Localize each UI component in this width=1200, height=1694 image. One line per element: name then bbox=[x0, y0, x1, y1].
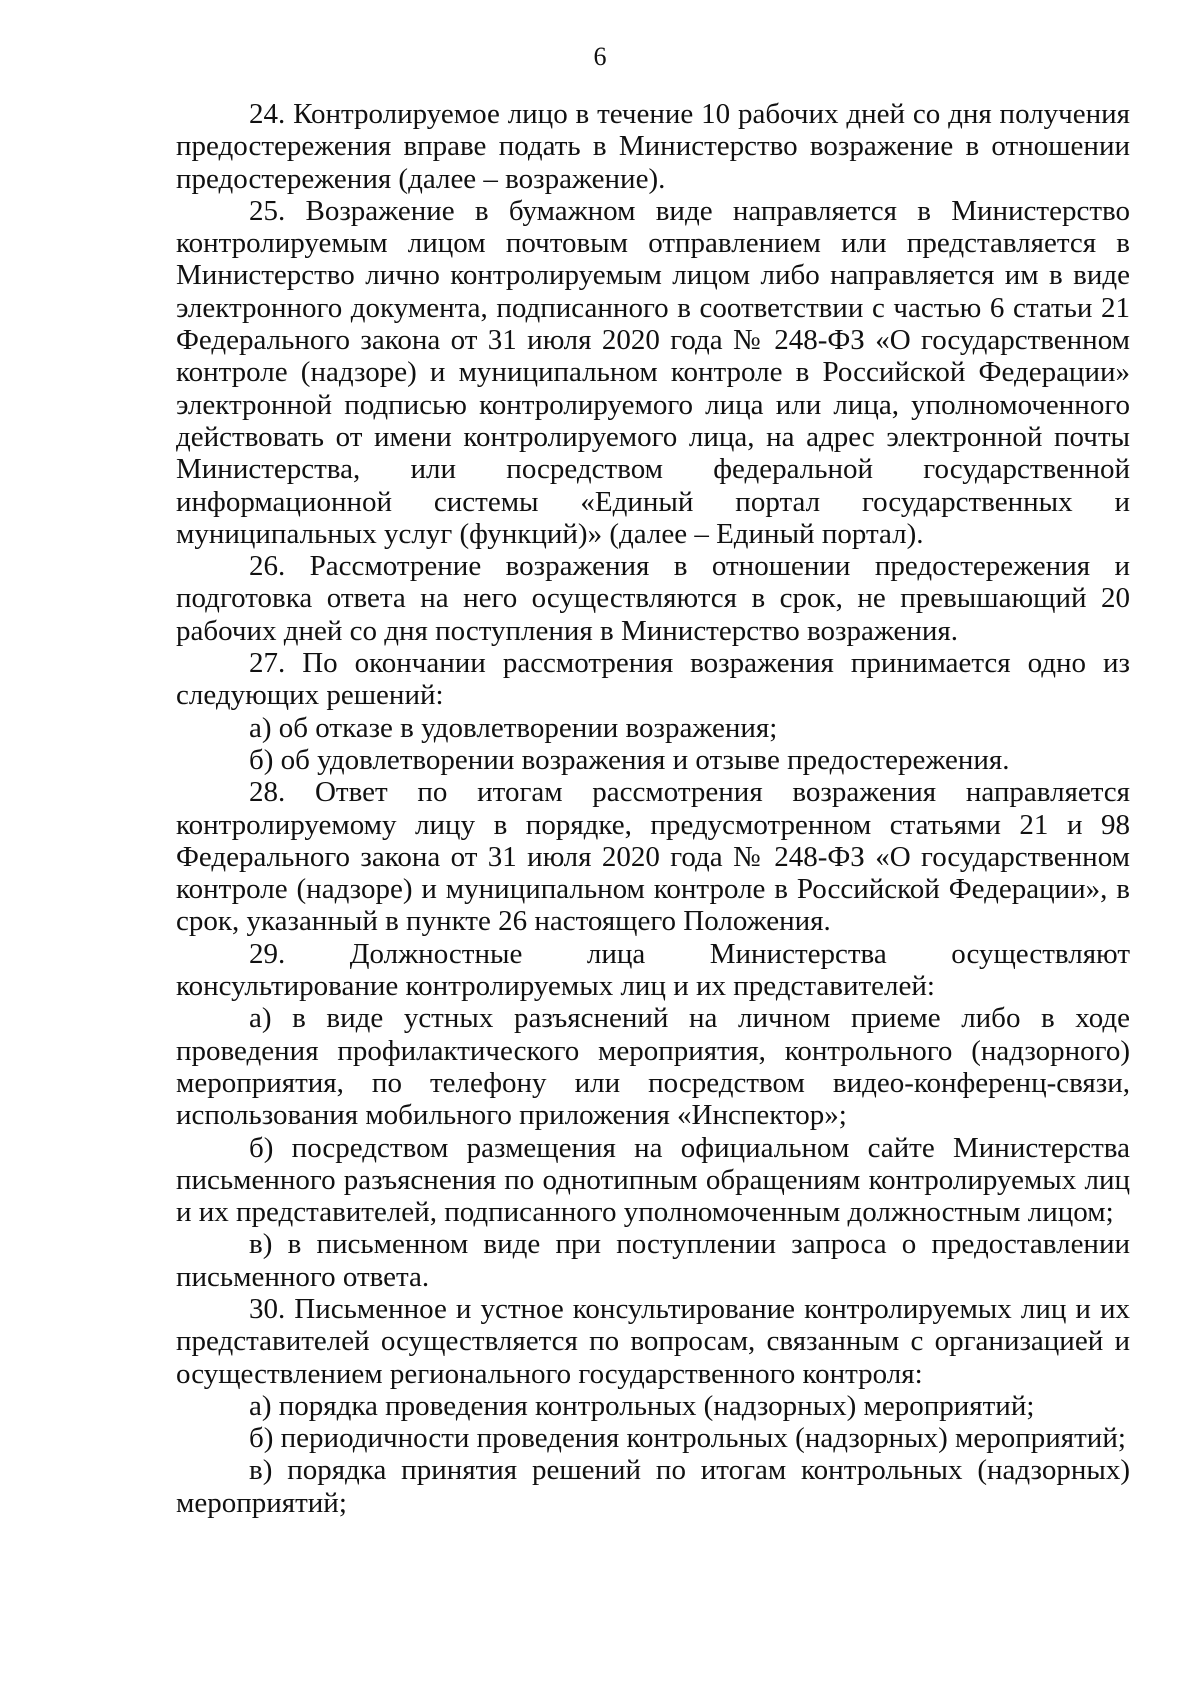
paragraph-26: 26. Рассмотрение возражения в отношении предостережения и подготовка ответа на него осуществляются в срок, не превышающий 20 рабочих дней со дня поступления в Министерство возражения. bbox=[176, 550, 1130, 647]
paragraph-29-c: в) в письменном виде при поступлении запроса о предоставлении письменного ответа. bbox=[176, 1228, 1130, 1293]
paragraph-27: 27. По окончании рассмотрения возражения принимается одно из следующих решений: bbox=[176, 647, 1130, 712]
page-number: 6 bbox=[593, 42, 607, 71]
paragraph-24: 24. Контролируемое лицо в течение 10 рабочих дней со дня получения предостережения вправе подать в Министерство возражение в отношении предостережения (далее – возражение). bbox=[176, 98, 1130, 195]
paragraph-27-b: б) об удовлетворении возражения и отзыве предостережения. bbox=[249, 743, 1010, 776]
paragraph-30-b: б) периодичности проведения контрольных (надзорных) мероприятий; bbox=[249, 1422, 1126, 1455]
paragraph-30-a: а) порядка проведения контрольных (надзорных) мероприятий; bbox=[249, 1389, 1035, 1422]
paragraph-29: 29. Должностные лица Министерства осуществляют консультирование контролируемых лиц и их представителей: bbox=[176, 937, 1130, 1003]
paragraph-29-a: а) в виде устных разъяснений на личном приеме либо в ходе проведения профилактического мероприятия, контрольного (надзорного) мероприятия, по телефону или посредством видео-конференц-связи, использования мобильного приложения «Инспектор»; bbox=[176, 1002, 1130, 1132]
paragraph-27-a: а) об отказе в удовлетворении возражения; bbox=[249, 711, 778, 744]
paragraph-30-c: в) порядка принятия решений по итогам контрольных (надзорных) мероприятий; bbox=[176, 1454, 1130, 1519]
paragraph-28: 28. Ответ по итогам рассмотрения возражения направляется контролируемому лицу в порядке, предусмотренном статьями 21 и 98 Федерального закона от 31 июля 2020 года № 248-ФЗ «О государственном контроле (надзоре) и муниципальном контроле в Российской Федерации», в срок, указанный в пункте 26 настоящего Положения. bbox=[176, 776, 1130, 938]
paragraph-29-b: б) посредством размещения на официальном сайте Министерства письменного разъяснения по однотипным обращениям контролируемых лиц и их представителей, подписанного уполномоченным должностным лицом; bbox=[176, 1131, 1130, 1229]
document-body bbox=[176, 98, 1130, 1519]
paragraph-25: 25. Возражение в бумажном виде направляется в Министерство контролируемым лицом почтовым отправлением или представляется в Министерство лично контролируемым лицом либо направляется им в виде электронного документа, подписанного в соответствии с частью 6 статьи 21 Федерального закона от 31 июля 2020 года № 248-ФЗ «О государственном контроле (надзоре) и муниципальном контроле в Российской Федерации» электронной подписью контролируемого лица или лица, уполномоченного действовать от имени контролируемого лица, на адрес электронной почты Министерства, или посредством федеральной государственной информационной системы «Единый портал государственных и муниципальных услуг (функций)» (далее – Единый портал). bbox=[176, 194, 1130, 550]
paragraph-30: 30. Письменное и устное консультирование контролируемых лиц и их представителей осуществляется по вопросам, связанным с организацией и осуществлением регионального государственного контроля: bbox=[176, 1292, 1130, 1390]
